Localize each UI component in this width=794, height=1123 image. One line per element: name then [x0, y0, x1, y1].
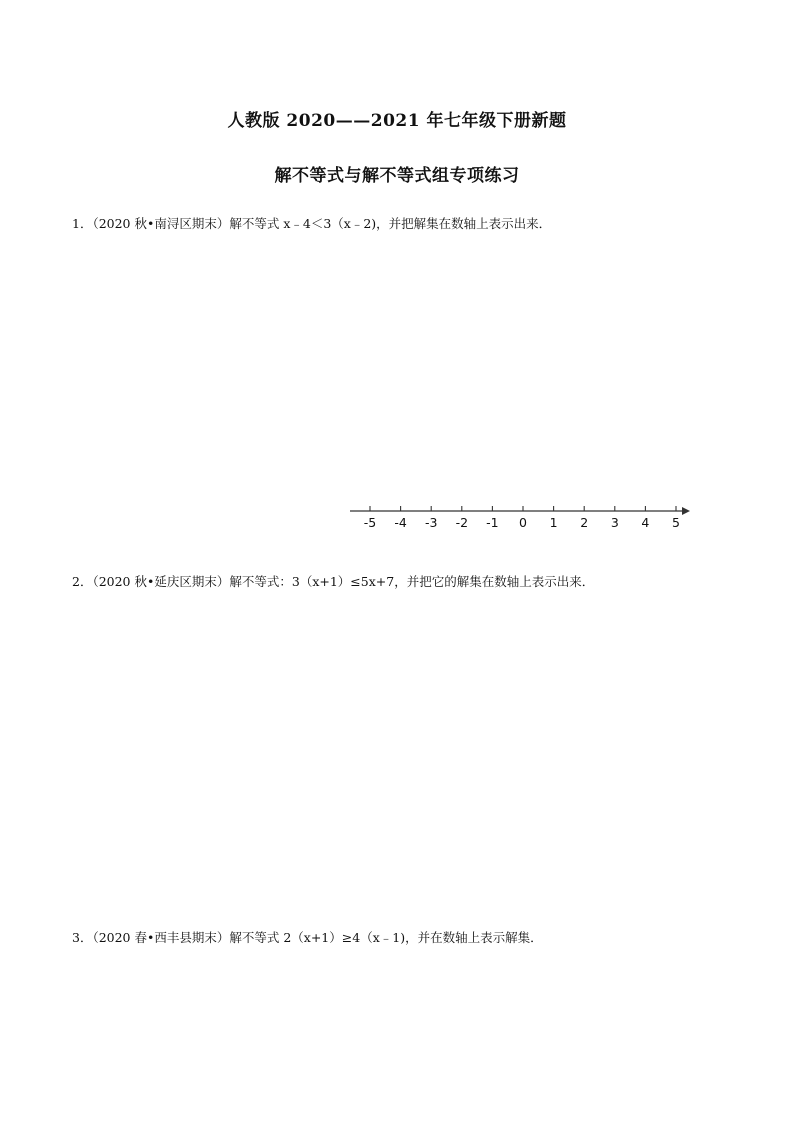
number-line-label: 0	[519, 515, 527, 530]
number-line-label: 5	[672, 515, 680, 530]
number-line	[346, 500, 696, 534]
number-line-label: -1	[486, 515, 499, 530]
number-line-arrow	[682, 507, 690, 515]
question-2: 2．（2020 秋•延庆区期末）解不等式：3（x+1）≤5x+7，并把它的解集在数轴上表示出来．	[72, 574, 595, 589]
number-line-label: -4	[394, 515, 407, 530]
question-3: 3．（2020 春•西丰县期末）解不等式 2（x+1）≥4（x﹣1)，并在数轴上表示解集．	[72, 930, 543, 945]
number-line-label: 1	[549, 515, 558, 530]
number-line-label: -5	[363, 515, 377, 530]
question-1: 1．（2020 秋•南浔区期末）解不等式 x﹣4＜3（x﹣2)，并把解集在数轴上表示出来．	[72, 216, 552, 231]
page-title: 人教版 2020——2021 年七年级下册新题	[227, 111, 567, 131]
number-line-label: 3	[610, 515, 619, 530]
page-subtitle: 解不等式与解不等式组专项练习	[274, 166, 520, 186]
number-line-label: 4	[641, 515, 650, 530]
number-line-label: 2	[580, 515, 589, 530]
number-line-label: -3	[424, 515, 438, 530]
number-line-label: -2	[455, 515, 469, 530]
